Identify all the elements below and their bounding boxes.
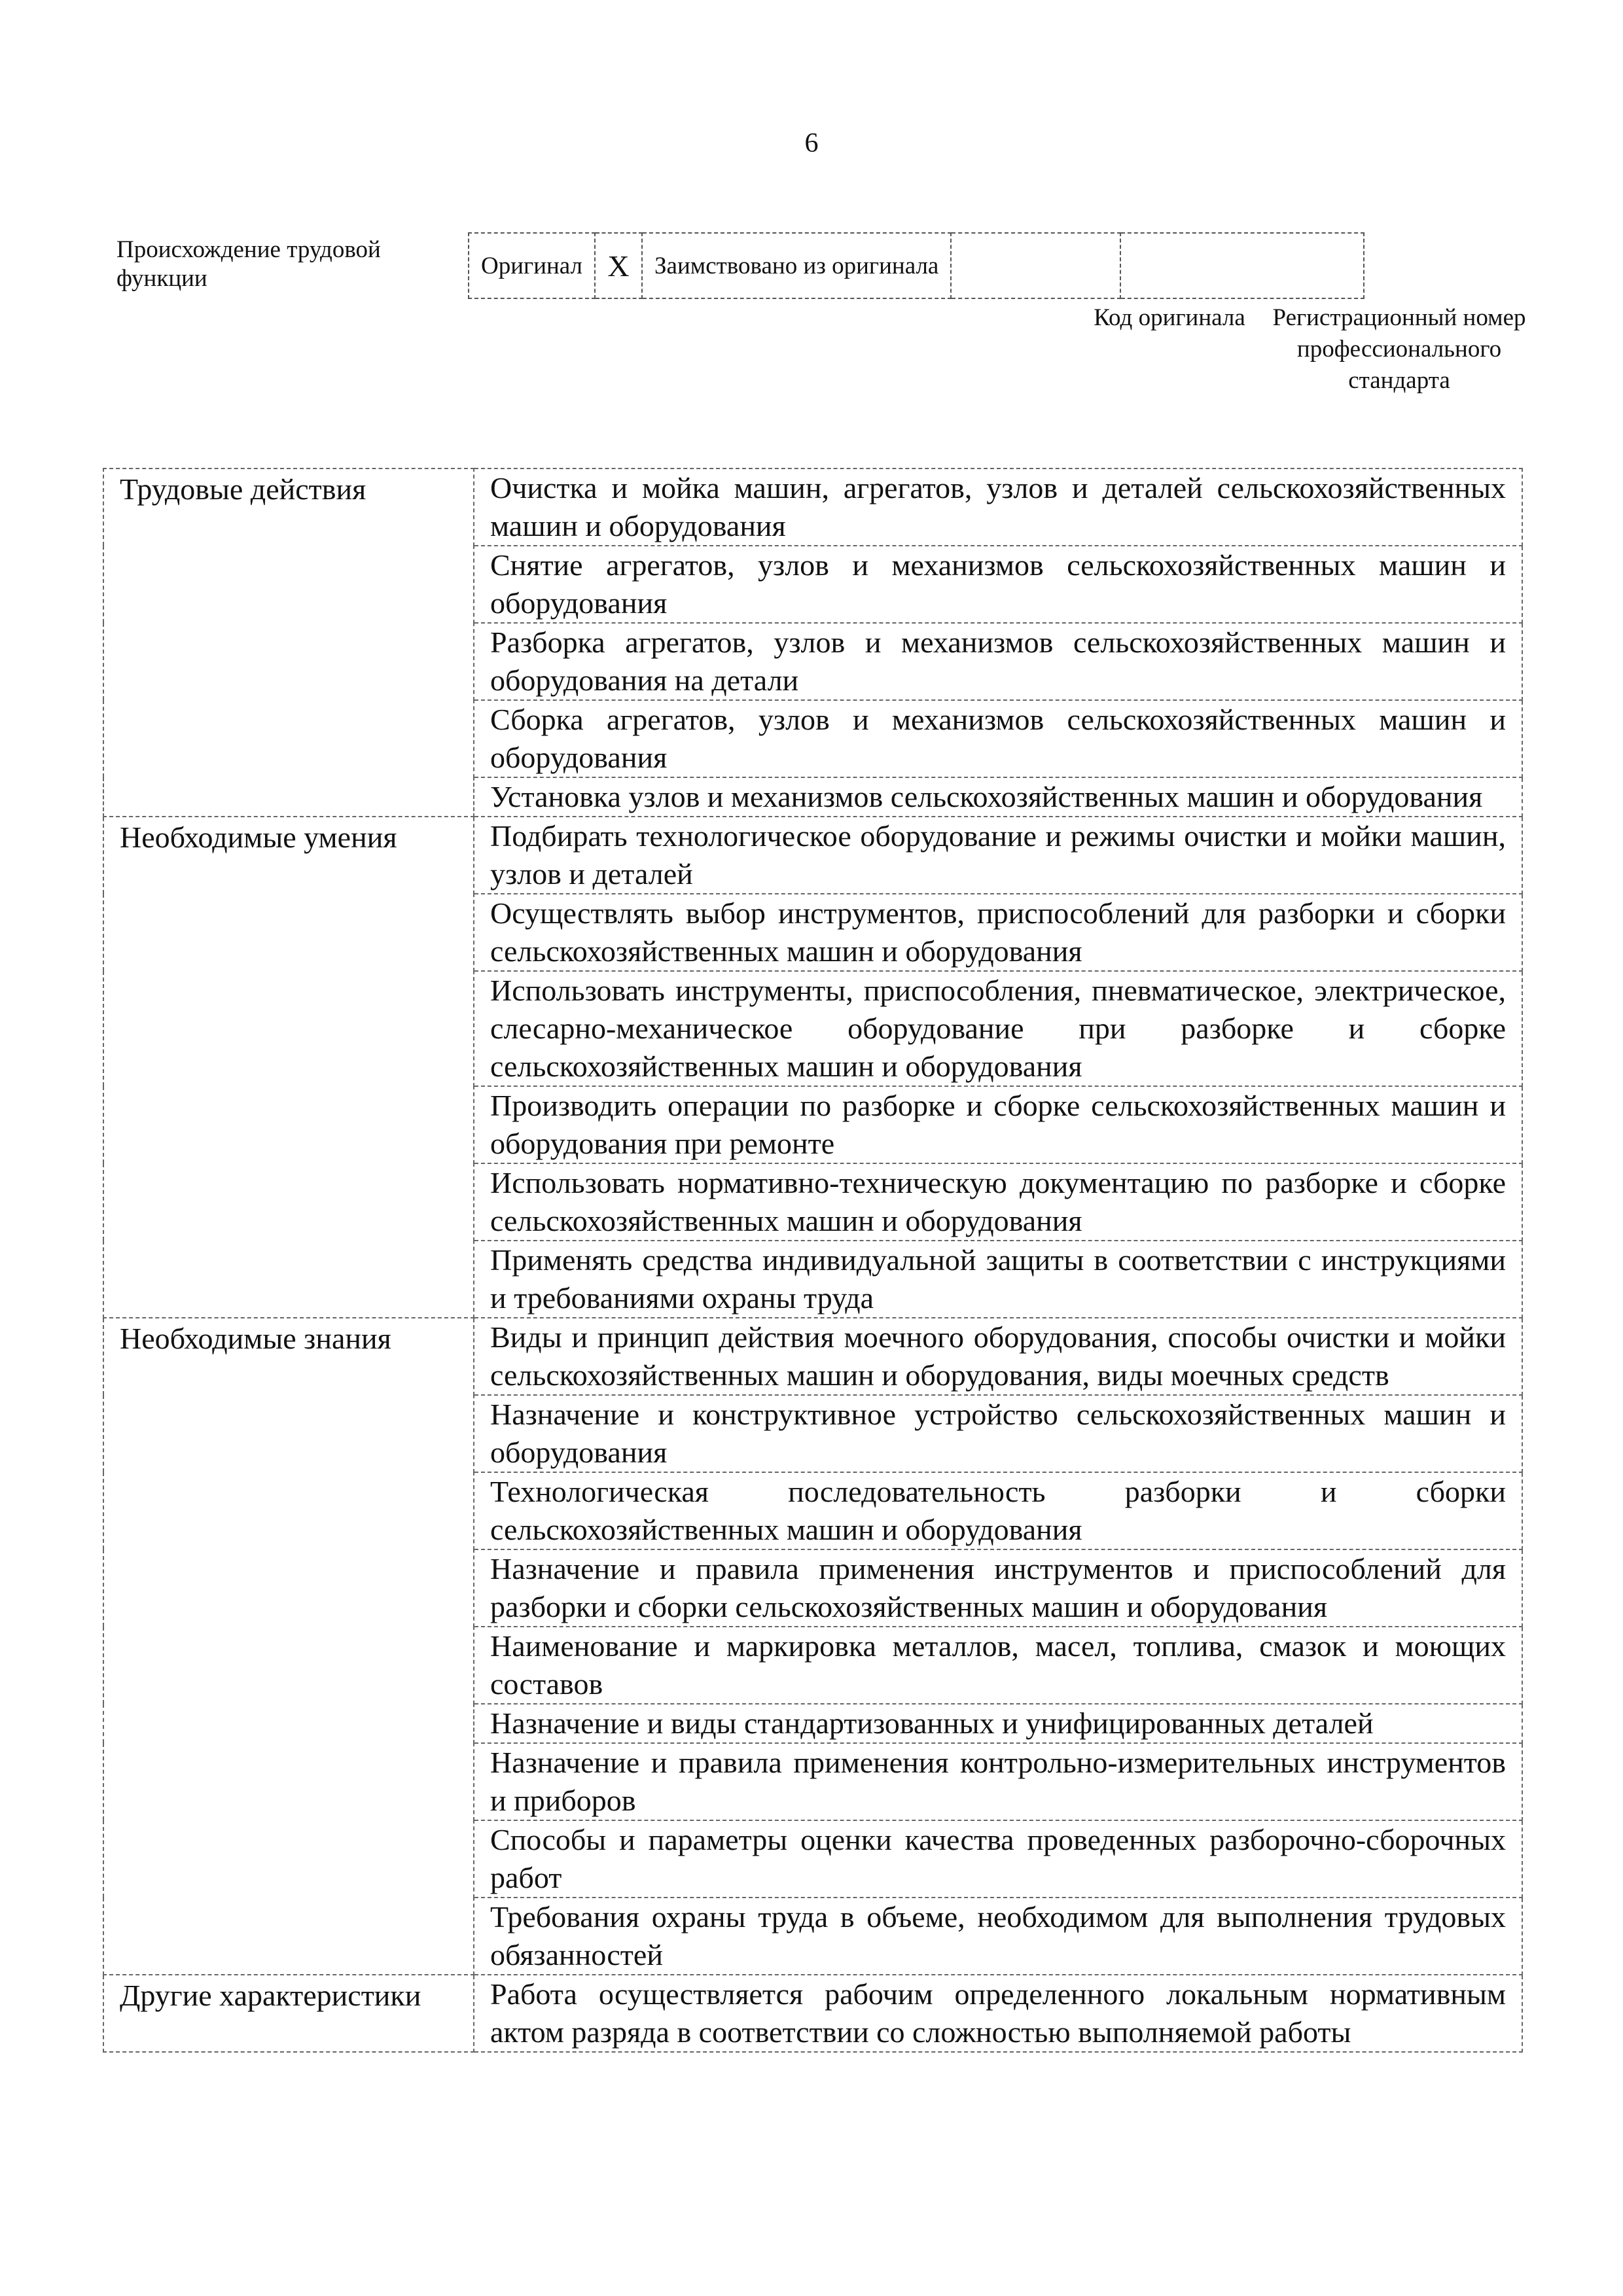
item-cell: Производить операции по разборке и сборке сельскохозяйственных машин и оборудования при ремонте (474, 1086, 1522, 1163)
origin-label: Происхождение трудовой функции (116, 236, 381, 292)
item-cell: Назначение и правила применения контрольно-измерительных инструментов и приборов (474, 1743, 1522, 1820)
item-cell: Подбирать технологическое оборудование и режимы очистки и мойки машин, узлов и деталей (474, 817, 1522, 894)
item-cell: Технологическая последовательность разборки и сборки сельскохозяйственных машин и оборудования (474, 1472, 1522, 1549)
original-cell: Оригинал (469, 233, 595, 298)
item-cell: Очистка и мойка машин, агрегатов, узлов и деталей сельскохозяйственных машин и оборудования (474, 468, 1522, 546)
table-row (103, 468, 1522, 546)
origin-table (468, 232, 1364, 299)
labor-function-table (103, 468, 1523, 2053)
item-cell: Требования охраны труда в объеме, необходимом для выполнения трудовых обязанностей (474, 1898, 1522, 1975)
item-cell: Осуществлять выбор инструментов, приспособлений для разборки и сборки сельскохозяйственных машин и оборудования (474, 894, 1522, 971)
item-cell: Использовать инструменты, приспособления, пневматическое, электрическое, слесарно-механическое оборудование при разборке и сборке сельскохозяйственных машин и оборудования (474, 971, 1522, 1086)
category-cell: Необходимые знания (103, 1318, 474, 1975)
table-row (103, 817, 1522, 894)
table-row (103, 1975, 1522, 2052)
item-cell: Виды и принцип действия моечного оборудования, способы очистки и мойки сельскохозяйственных машин и оборудования, виды моечных средств (474, 1318, 1522, 1395)
item-cell: Снятие агрегатов, узлов и механизмов сельскохозяйственных машин и оборудования (474, 546, 1522, 623)
category-cell: Необходимые умения (103, 817, 474, 1318)
item-cell: Назначение и конструктивное устройство сельскохозяйственных машин и оборудования (474, 1395, 1522, 1472)
original-code-caption: Код оригинала (1094, 304, 1245, 331)
item-cell: Применять средства индивидуальной защиты в соответствии с инструкциями и требованиями охраны труда (474, 1241, 1522, 1318)
item-cell: Разборка агрегатов, узлов и механизмов сельскохозяйственных машин и оборудования на детали (474, 623, 1522, 700)
table-row (103, 1318, 1522, 1395)
category-cell: Трудовые действия (103, 468, 474, 817)
item-cell: Использовать нормативно-техническую документацию по разборке и сборке сельскохозяйственных машин и оборудования (474, 1163, 1522, 1241)
registration-number-cell (1120, 233, 1364, 298)
category-cell: Другие характеристики (103, 1975, 474, 2052)
borrowed-cell: Заимствовано из оригинала (642, 233, 951, 298)
item-cell: Наименование и маркировка металлов, масел, топлива, смазок и моющих составов (474, 1627, 1522, 1704)
item-cell: Способы и параметры оценки качества проведенных разборочно-сборочных работ (474, 1820, 1522, 1898)
registration-number-caption: Регистрационный номер профессионального стандарта (1272, 304, 1526, 394)
page-number: 6 (804, 128, 819, 158)
item-cell: Сборка агрегатов, узлов и механизмов сельскохозяйственных машин и оборудования (474, 700, 1522, 777)
item-cell: Назначение и виды стандартизованных и унифицированных деталей (474, 1704, 1522, 1743)
original-mark: X (595, 233, 642, 298)
original-code-cell (951, 233, 1120, 298)
item-cell: Работа осуществляется рабочим определенного локальным нормативным актом разряда в соответствии со сложностью выполняемой работы (474, 1975, 1522, 2052)
item-cell: Установка узлов и механизмов сельскохозяйственных машин и оборудования (474, 777, 1522, 817)
item-cell: Назначение и правила применения инструментов и приспособлений для разборки и сборки сельскохозяйственных машин и оборудования (474, 1549, 1522, 1627)
